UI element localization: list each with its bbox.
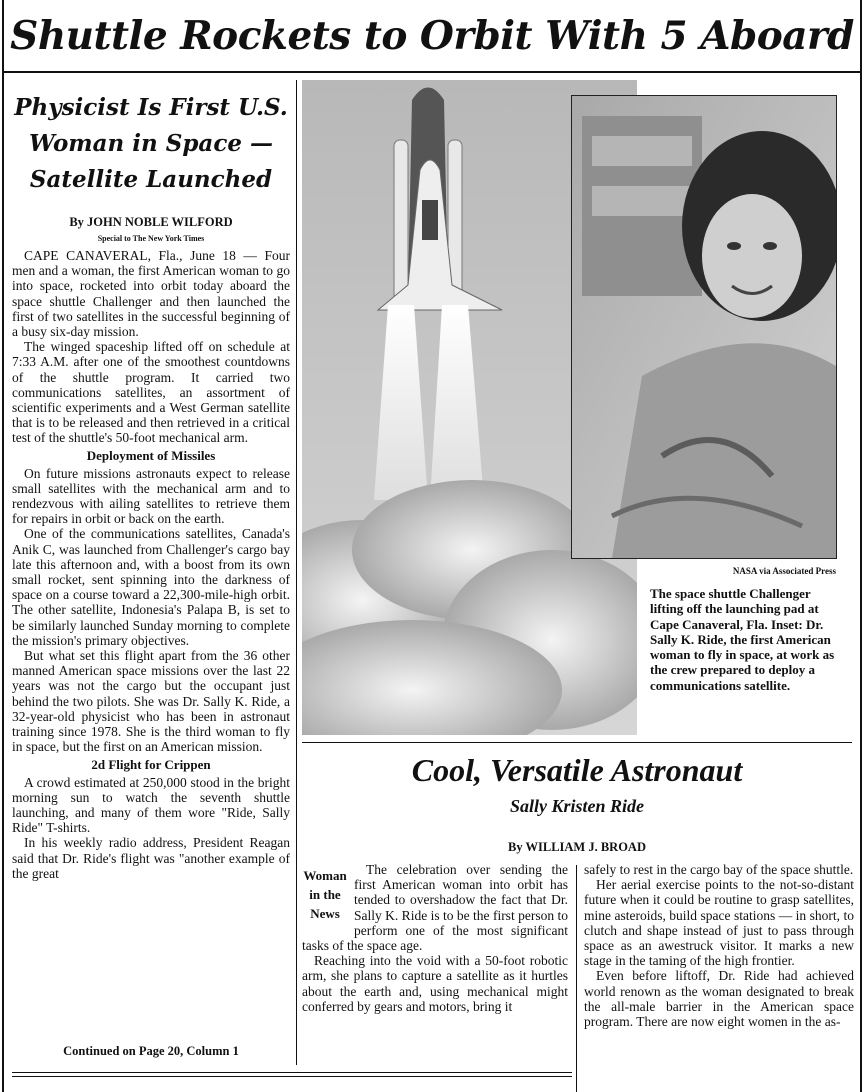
section2-paragraph-1: A crowd estimated at 250,000 stood in the bright morning sun to watch the seventh shuttle launching, and many of them wore "Ride, Sally Ride" T-shirts. xyxy=(12,774,290,836)
profile-col2-paragraph-2: Her aerial exercise points to the not-so-distant future when it could be routine to grasp satellites, mine asteroids, build space stations — in short, to clutch and shape instead of just to pass through space as an awestruck visitor. It marks a new stage in the taming of the high frontier. xyxy=(584,877,854,969)
column-rule xyxy=(296,80,297,1065)
lead-credit: Special to The New York Times xyxy=(97,234,205,243)
section1-paragraph-3: But what set this flight apart from the 36 other manned American space missions over the last 22 years was not the cargo but the occupant just behind the two pilots. She was Dr. Sally K. Ride, a 32-year-old physicist who has been in astronaut training since 1978. She is the third woman to fly in space, but the first on an American mission. xyxy=(12,648,290,755)
section-heading-crippen: 2d Flight for Crippen xyxy=(91,756,211,772)
profile-col2-paragraph-3: Even before liftoff, Dr. Ride had achieved world renown as the woman designated to break the all-male barrier in the American space program. There are now eight women in the as- xyxy=(584,968,854,1030)
profile-col2-paragraph-1: safely to rest in the cargo bay of the space shuttle. xyxy=(584,862,854,877)
section1-paragraph-2: One of the communications satellites, Canada's Anik C, was launched from Challenger's cargo bay late this afternoon and, with a boost from its own small rocket, sent spinning into the darkness of space on a course toward a 22,300-mile-high orbit. The other satellite, Indonesia's Palapa B, is set to be similarly launched Sunday morning to complete the mission's primary objectives. xyxy=(12,526,290,648)
lead-subhead: Physicist Is First U.S. Woman in Space — Satellite Launched xyxy=(14,94,288,193)
woman-in-the-news-label: Woman in the News xyxy=(303,868,347,921)
profile-column-2 xyxy=(584,862,854,1092)
profile-top-rule xyxy=(302,742,852,743)
profile-lead-paragraph: The celebration over sending the first American woman into orbit has tended to overshadow the fact that Dr. Sally K. Ride is to be the first person to perform one of the most significant tasks of the space age. xyxy=(302,862,568,954)
photo-caption: The space shuttle Challenger lifting off the launching pad at Cape Canaveral, Fla. Inset: Dr. Sally K. Ride, the first American woman to fly in space, at work as the crew prepared to deploy a communications satellite. xyxy=(650,586,835,693)
profile-column-rule xyxy=(576,865,577,1092)
right-border xyxy=(860,0,862,1092)
profile-title: Cool, Versatile Astronaut xyxy=(411,752,743,788)
headline-rule xyxy=(2,71,862,73)
lead-byline: By JOHN NOBLE WILFORD xyxy=(69,215,233,229)
section-heading-deployment: Deployment of Missiles xyxy=(86,447,216,463)
profile-paragraph-2: Reaching into the void with a 50-foot robotic arm, she plans to capture a satellite as it hurtles about the earth and, using mechanical might conferred by gears and motors, bring it xyxy=(302,953,568,1014)
profile-byline: By WILLIAM J. BROAD xyxy=(508,840,646,854)
profile-column-1 xyxy=(302,862,568,1090)
lead-paragraph-2: The winged spaceship lifted off on schedule at 7:33 A.M. after one of the smoothest countdowns of the shuttle program. It carried two communications satellites, an assortment of scientific experiments and a West German satellite that is to be released and then retrieved in a critical test of the shuttle's 50-foot mechanical arm. xyxy=(12,339,290,446)
profile-subtitle: Sally Kristen Ride xyxy=(509,796,644,816)
portrait-illustration xyxy=(572,96,836,558)
left-border xyxy=(2,0,4,1092)
section1-paragraph-1: On future missions astronauts expect to release small satellites with the mechanical arm and to rendezvous with ailing satellites to retrieve them for repairs in orbit or back on the earth. xyxy=(12,465,290,527)
sally-ride-inset-photo xyxy=(571,95,837,559)
photo-credit: NASA via Associated Press xyxy=(732,566,836,576)
continued-link[interactable]: Continued on Page 20, Column 1 xyxy=(63,1044,239,1058)
section2-paragraph-2: In his weekly radio address, President Reagan said that Dr. Ride's flight was "another example of the great xyxy=(12,835,290,881)
lead-story-column xyxy=(12,248,290,1040)
page-headline: Shuttle Rockets to Orbit With 5 Aboard xyxy=(10,13,854,59)
lead-paragraph-1: CAPE CANAVERAL, Fla., June 18 — Four men and a woman, the first American woman to go into space, rocketed into orbit today aboard the space shuttle Challenger and then launched the first of two satellites in the successful beginning of a busy six-day mission. xyxy=(12,248,290,340)
